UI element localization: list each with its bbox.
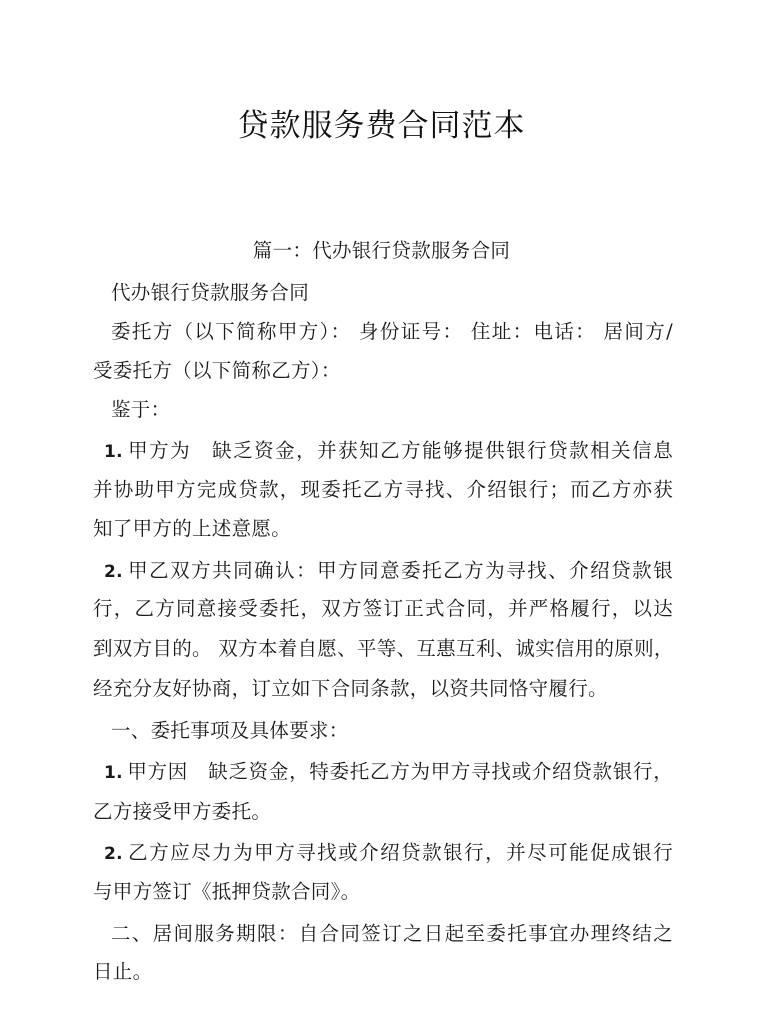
paragraph-line: 并协助甲方完成贷款，现委托乙方寻找、介绍银行；而乙方亦获: [93, 478, 673, 501]
paragraph-line: 日止。: [93, 960, 153, 983]
paragraph-line: 知了甲方的上述意愿。: [93, 517, 292, 540]
clause-number: 2.: [104, 562, 123, 582]
clause-number: 1.: [104, 442, 123, 462]
clause-text: 乙方应尽力为甲方寻找或介绍贷款银行，并尽可能促成银行: [126, 841, 673, 864]
clause-paragraph: [104, 841, 673, 866]
clause-number: 2.: [104, 844, 123, 864]
clause-number: 1.: [104, 763, 123, 783]
clause-paragraph: [104, 559, 673, 584]
clause-text: 甲方为 缺乏资金，并获知乙方能够提供银行贷款相关信息: [126, 439, 673, 462]
paragraph-line: 到双方目的。 双方本着自愿、平等、互惠互利、诚实信用的原则，: [93, 637, 674, 660]
clause-paragraph: [104, 760, 673, 785]
paragraph-line: 经充分友好协商，订立如下合同条款，以资共同恪守履行。: [93, 677, 608, 700]
document-title: 贷款服务费合同范本: [237, 108, 526, 144]
paragraph-line: 乙方接受甲方委托。: [93, 800, 272, 823]
whereas-label: 鉴于：: [111, 398, 171, 421]
contract-name: 代办银行贷款服务合同: [111, 281, 310, 304]
paragraph-line: 与甲方签订《抵押贷款合同》。: [93, 880, 361, 903]
clause-paragraph: [104, 439, 673, 464]
clause-text: 甲方因 缺乏资金，特委托乙方为甲方寻找或介绍贷款银行，: [126, 760, 673, 783]
clause-text: 甲乙双方共同确认：甲方同意委托乙方为寻找、介绍贷款银: [126, 559, 673, 582]
party-a-line: 委托方（以下简称甲方）： 身份证号： 住址：电话： 居间方/: [111, 320, 673, 343]
party-b-line: 受委托方（以下简称乙方）：: [93, 359, 341, 382]
section-heading-2: 二、居间服务期限：自合同签订之日起至委托事宜办理终结之: [111, 922, 673, 945]
section-heading-1: 一、委托事项及具体要求：: [111, 719, 349, 742]
paragraph-line: 行，乙方同意接受委托，双方签订正式合同，并严格履行，以达: [93, 597, 673, 620]
section-heading: 篇一：代办银行贷款服务合同: [252, 239, 511, 262]
